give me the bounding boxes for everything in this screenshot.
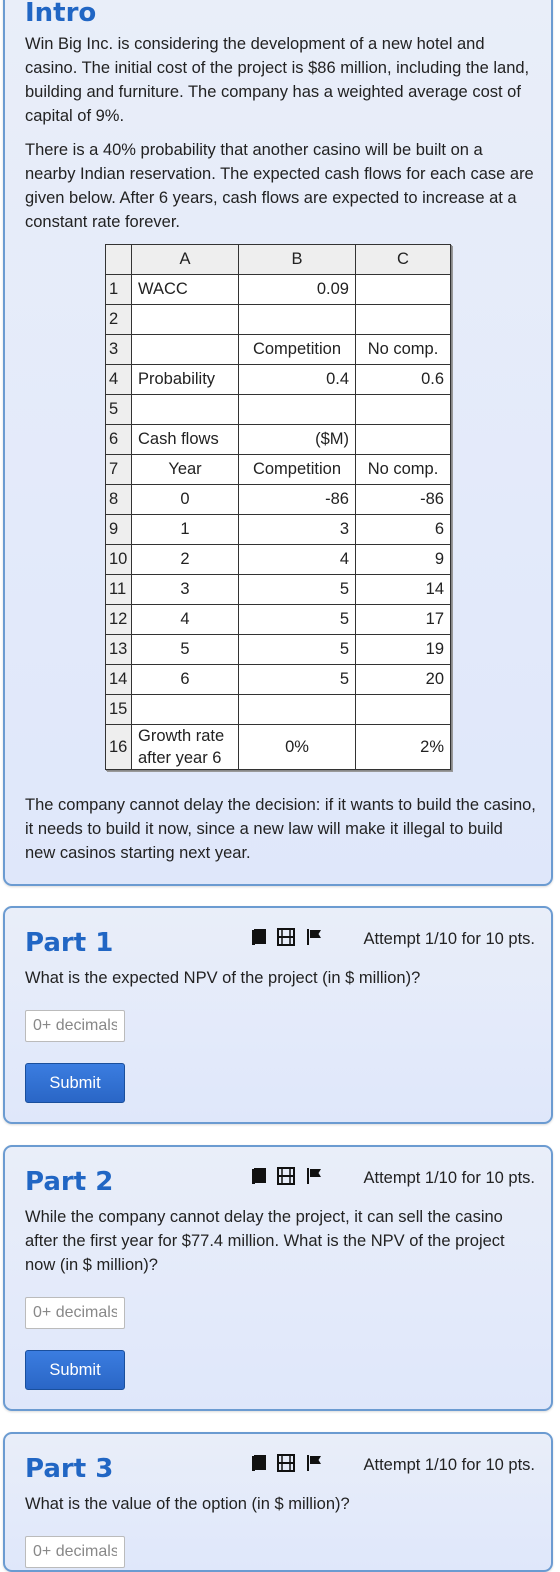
row-number: 6	[106, 425, 132, 455]
part-3-title: Part 3	[25, 1454, 114, 1484]
intro-paragraph-3: The company cannot delay the decision: if it wants to build the casino, it needs to build it now, since a new law will make it illegal to build new casinos starting next year.	[25, 796, 536, 862]
table-row	[106, 425, 451, 455]
row-number: 15	[106, 695, 132, 725]
cell-b: 0.4	[239, 365, 356, 395]
table-row	[106, 305, 451, 335]
cell-c	[356, 305, 451, 335]
cell-c	[356, 395, 451, 425]
part-2-attempt-info: Attempt 1/10 for 10 pts.	[363, 1169, 535, 1187]
cell-a: 2	[132, 545, 239, 575]
table-row	[106, 695, 451, 725]
row-number: 5	[106, 395, 132, 425]
row-number: 12	[106, 605, 132, 635]
part-3-card	[3, 1432, 553, 1572]
cell-b: 4	[239, 545, 356, 575]
cell-b: ($M)	[239, 425, 356, 455]
part-1-answer-input[interactable]	[25, 1010, 125, 1042]
cell-c: No comp.	[356, 455, 451, 485]
part-1-title: Part 1	[25, 928, 114, 958]
cell-c: 9	[356, 545, 451, 575]
cell-a: Growth rate after year 6	[132, 725, 239, 770]
table-row	[106, 455, 451, 485]
row-number: 13	[106, 635, 132, 665]
cell-a: 5	[132, 635, 239, 665]
cell-b: 5	[239, 635, 356, 665]
cell-b: 5	[239, 605, 356, 635]
cell-b: 0%	[239, 725, 356, 770]
cell-b	[239, 395, 356, 425]
part-1-card	[3, 906, 553, 1124]
cell-a: 4	[132, 605, 239, 635]
intro-paragraph-2: There is a 40% probability that another casino will be built on a nearby Indian reservation. The expected cash flows for each case are given below. After 6 years, cash flows are expected to increase at a constant rate forever.	[25, 141, 534, 231]
cell-c	[356, 425, 451, 455]
film-icon[interactable]	[277, 1454, 295, 1477]
intro-paragraph-1: Win Big Inc. is considering the development of a new hotel and casino. The initial cost of the project is $86 million, including the land, building and furniture. The company has a weighted average cost of capital of 9%.	[25, 35, 530, 125]
column-header-a: A	[132, 245, 239, 275]
intro-card	[3, 0, 553, 886]
cell-c: 0.6	[356, 365, 451, 395]
part-2-tools	[251, 1168, 333, 1188]
flag-icon[interactable]	[305, 1454, 323, 1477]
cell-a: 6	[132, 665, 239, 695]
row-number: 3	[106, 335, 132, 365]
table-row	[106, 725, 451, 770]
cash-flow-spreadsheet	[105, 244, 451, 770]
table-row	[106, 665, 451, 695]
row-number: 8	[106, 485, 132, 515]
cell-c	[356, 695, 451, 725]
cell-c: 17	[356, 605, 451, 635]
flag-icon[interactable]	[305, 928, 323, 951]
table-row	[106, 395, 451, 425]
cell-b: 0.09	[239, 275, 356, 305]
part-1-question: What is the expected NPV of the project (in $ million)?	[25, 969, 421, 987]
cell-b	[239, 695, 356, 725]
cell-c: 19	[356, 635, 451, 665]
row-number: 7	[106, 455, 132, 485]
table-row	[106, 605, 451, 635]
film-icon[interactable]	[277, 928, 295, 951]
cell-b: Competition	[239, 335, 356, 365]
cell-b: -86	[239, 485, 356, 515]
cell-a: Year	[132, 455, 239, 485]
table-row	[106, 365, 451, 395]
corner-cell	[106, 245, 132, 275]
cell-a: Cash flows	[132, 425, 239, 455]
table-row	[106, 515, 451, 545]
cell-b	[239, 305, 356, 335]
part-3-answer-input[interactable]	[25, 1536, 125, 1568]
row-number: 1	[106, 275, 132, 305]
column-header-c: C	[356, 245, 451, 275]
part-3-attempt-info: Attempt 1/10 for 10 pts.	[363, 1456, 535, 1474]
cell-b: 5	[239, 575, 356, 605]
cell-c	[356, 275, 451, 305]
cell-a	[132, 695, 239, 725]
cell-a	[132, 335, 239, 365]
part-2-answer-input[interactable]	[25, 1297, 125, 1329]
row-number: 9	[106, 515, 132, 545]
cell-a: 1	[132, 515, 239, 545]
cell-c: -86	[356, 485, 451, 515]
cell-c: No comp.	[356, 335, 451, 365]
cell-a: Probability	[132, 365, 239, 395]
spreadsheet-header-row	[106, 245, 451, 275]
part-2-submit-button[interactable]: Submit	[25, 1350, 125, 1390]
cell-a: 3	[132, 575, 239, 605]
cell-c: 6	[356, 515, 451, 545]
book-icon[interactable]	[251, 928, 267, 951]
table-row	[106, 635, 451, 665]
row-number: 11	[106, 575, 132, 605]
cell-a	[132, 305, 239, 335]
part-1-tools	[251, 929, 333, 949]
film-icon[interactable]	[277, 1167, 295, 1190]
cell-c: 2%	[356, 725, 451, 770]
cell-a: 0	[132, 485, 239, 515]
cell-b: 3	[239, 515, 356, 545]
row-number: 16	[106, 725, 132, 770]
cell-a: WACC	[132, 275, 239, 305]
column-header-b: B	[239, 245, 356, 275]
row-number: 14	[106, 665, 132, 695]
book-icon[interactable]	[251, 1454, 267, 1477]
cell-c: 20	[356, 665, 451, 695]
part-2-question: While the company cannot delay the project, it can sell the casino after the first year for $77.4 million. What is the NPV of the project now (in $ million)?	[25, 1208, 505, 1274]
table-row	[106, 485, 451, 515]
table-row	[106, 575, 451, 605]
row-number: 10	[106, 545, 132, 575]
part-3-question: What is the value of the option (in $ million)?	[25, 1495, 350, 1513]
cell-c: 14	[356, 575, 451, 605]
table-row	[106, 275, 451, 305]
cell-a	[132, 395, 239, 425]
book-icon[interactable]	[251, 1167, 267, 1190]
part-2-card	[3, 1145, 553, 1411]
part-1-submit-button[interactable]: Submit	[25, 1063, 125, 1103]
part-2-title: Part 2	[25, 1167, 114, 1197]
cell-b: Competition	[239, 455, 356, 485]
row-number: 2	[106, 305, 132, 335]
table-row	[106, 545, 451, 575]
flag-icon[interactable]	[305, 1167, 323, 1190]
cell-b: 5	[239, 665, 356, 695]
row-number: 4	[106, 365, 132, 395]
part-3-tools	[251, 1455, 333, 1475]
part-1-attempt-info: Attempt 1/10 for 10 pts.	[363, 930, 535, 948]
table-row	[106, 335, 451, 365]
intro-title: Intro	[25, 0, 97, 28]
